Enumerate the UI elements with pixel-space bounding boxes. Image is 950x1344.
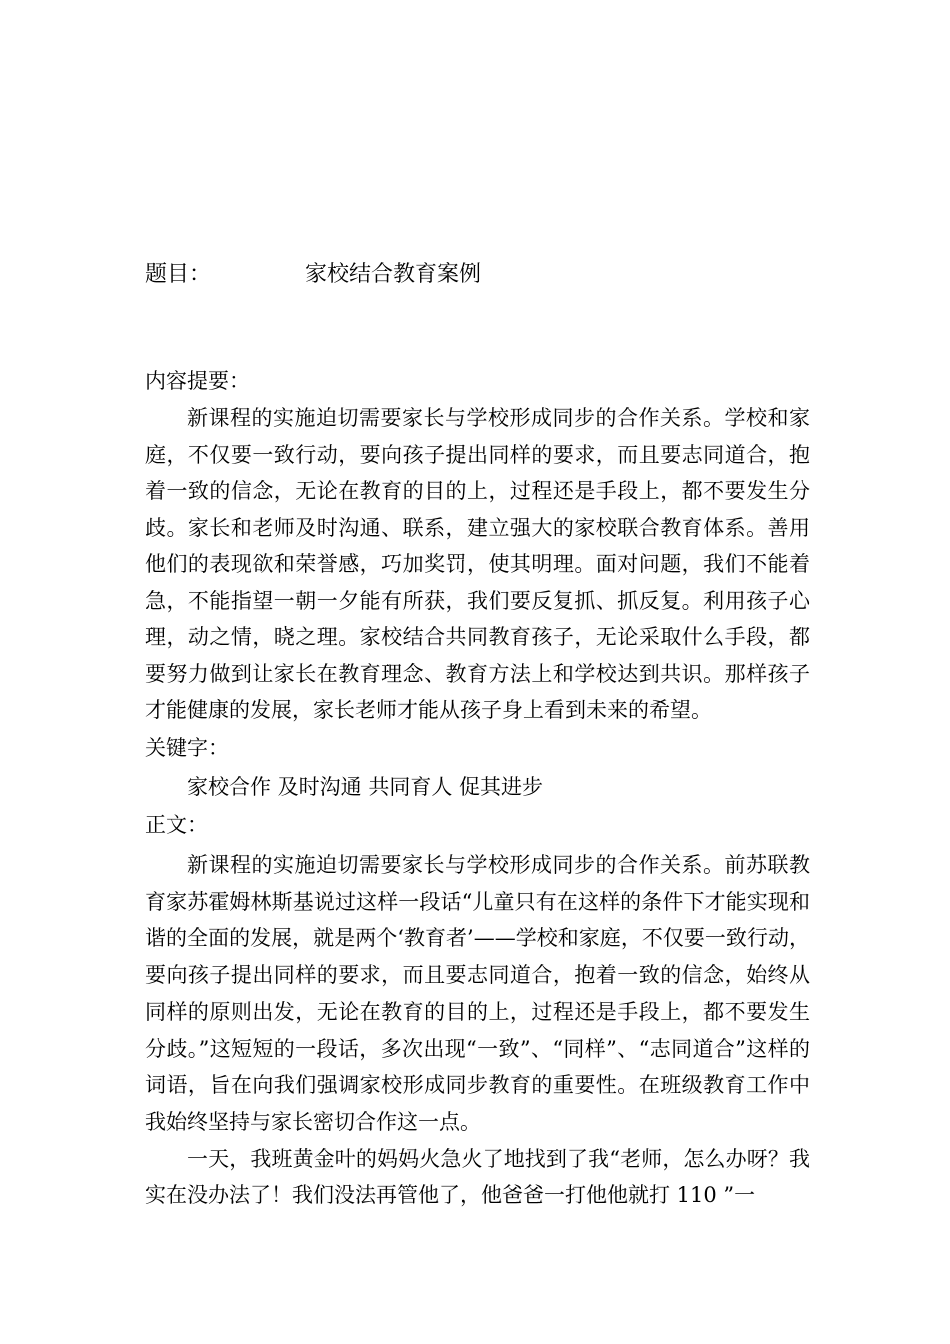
- body-paragraph-1: 新课程的实施迫切需要家长与学校形成同步的合作关系。前苏联教育家苏霍姆林斯基说过这样一段话“儿童只有在这样的条件下才能实现和谐的全面的发展，就是两个‘教育者’——学校和家庭，不仅要一致行动，要向孩子提出同样的要求，而且要志同道合，抱着一致的信念，始终从同样的原则出发，无论在教育的目的上，过程还是手段上，都不要发生分歧。”这短短的一段话，多次出现“一致”、“同样”、“志同道合”这样的词语，旨在向我们强调家校形成同步教育的重要性。在班级教育工作中我始终坚持与家长密切合作这一点。: [145, 853, 810, 1134]
- body-text: [145, 847, 810, 1214]
- abstract-label: 内容提要：: [145, 369, 250, 393]
- abstract-text: 新课程的实施迫切需要家长与学校形成同步的合作关系。学校和家庭，不仅要一致行动，要向孩子提出同样的要求，而且要志同道合，抱着一致的信念，无论在教育的目的上，过程还是手段上，都不要发生分歧。家长和老师及时沟通、联系，建立强大的家校联合教育体系。善用他们的表现欲和荣誉感，巧加奖罚，使其明理。面对问题，我们不能着急，不能指望一朝一夕能有所获，我们要反复抓、抓反复。利用孩子心理，动之情，晓之理。家校结合共同教育孩子，无论采取什么手段，都要努力做到让家长在教育理念、教育方法上和学校达到共识。那样孩子才能健康的发展，家长老师才能从孩子身上看到未来的希望。: [145, 406, 810, 722]
- title-row: [145, 260, 482, 290]
- title-label: 题目：: [145, 262, 212, 287]
- body-label: 正文：: [145, 813, 208, 837]
- keywords-label: 关键字：: [145, 736, 229, 760]
- title-value: 家校结合教育案例: [305, 262, 482, 287]
- body-paragraph-2: 一天，我班黄金叶的妈妈火急火了地找到了我“老师，怎么办呀？我实在没办法了！我们没法再管他了，他爸爸一打他他就打 110 ”一: [145, 1146, 810, 1208]
- keywords-text: 家校合作 及时沟通 共同育人 促其进步: [187, 775, 544, 799]
